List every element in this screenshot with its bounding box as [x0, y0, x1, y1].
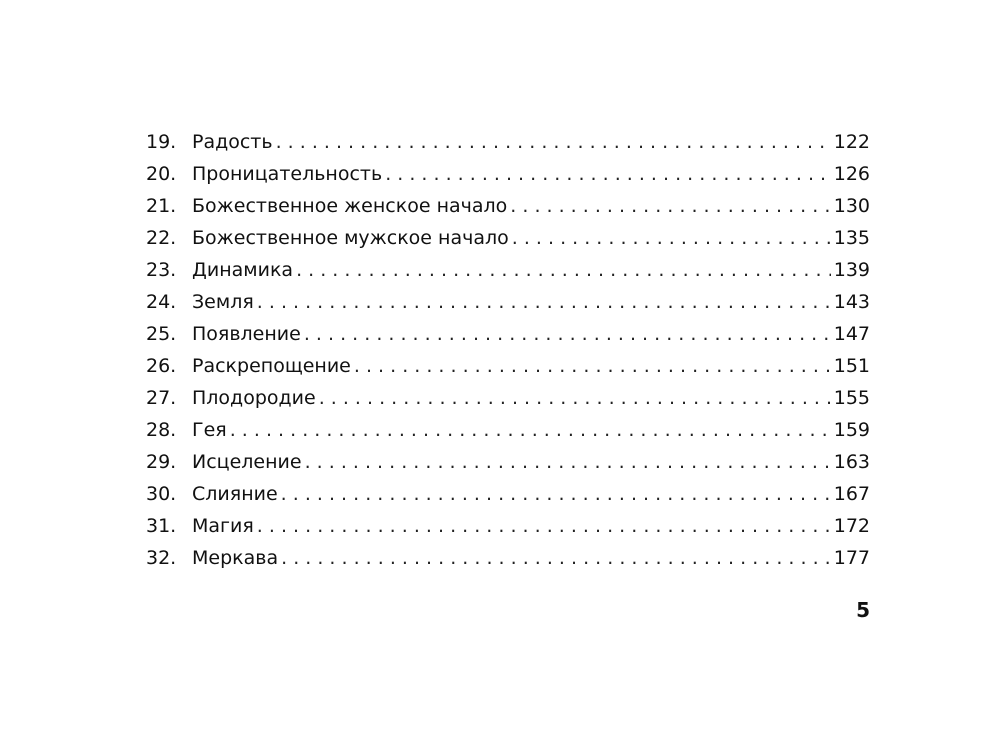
dot-leader	[510, 190, 830, 222]
toc-entry-number: 32.	[146, 547, 177, 569]
toc-entry-title: Меркава	[192, 547, 279, 569]
dot-leader	[305, 446, 831, 478]
dot-leader	[276, 126, 831, 158]
dot-leader	[354, 350, 831, 382]
table-of-contents	[146, 126, 870, 574]
dot-leader	[385, 158, 831, 190]
toc-entry-page: 126	[833, 163, 870, 185]
toc-entry	[146, 382, 870, 414]
toc-entry	[146, 318, 870, 350]
toc-entry-title: Слияние	[192, 483, 278, 505]
toc-entry-number: 28.	[146, 419, 177, 441]
dot-leader	[257, 510, 831, 542]
toc-entry-number: 23.	[146, 259, 177, 281]
toc-entry-number: 29.	[146, 451, 177, 473]
toc-entry-page: 155	[833, 387, 870, 409]
dot-leader	[281, 478, 831, 510]
dot-leader	[281, 542, 831, 574]
toc-entry-number: 19.	[146, 131, 177, 153]
toc-entry-number: 24.	[146, 291, 177, 313]
toc-entry	[146, 510, 870, 542]
toc-entry-title: Проницательность	[192, 163, 383, 185]
dot-leader	[257, 286, 831, 318]
toc-entry	[146, 254, 870, 286]
toc-entry	[146, 222, 870, 254]
toc-entry	[146, 478, 870, 510]
toc-entry-title: Исцеление	[192, 451, 302, 473]
toc-entry-page: 151	[833, 355, 870, 377]
toc-entry	[146, 126, 870, 158]
toc-entry-page: 143	[833, 291, 870, 313]
toc-entry-number: 27.	[146, 387, 177, 409]
toc-entry-page: 139	[833, 259, 870, 281]
dot-leader	[296, 254, 831, 286]
toc-entry	[146, 446, 870, 478]
toc-entry-title: Гея	[192, 419, 227, 441]
toc-entry-page: 135	[833, 227, 870, 249]
toc-entry-number: 21.	[146, 195, 177, 217]
toc-entry	[146, 542, 870, 574]
dot-leader	[230, 414, 831, 446]
toc-entry-title: Плодородие	[192, 387, 316, 409]
toc-entry-page: 163	[833, 451, 870, 473]
toc-entry-page: 177	[833, 547, 870, 569]
toc-entry-number: 25.	[146, 323, 177, 345]
toc-entry-page: 147	[833, 323, 870, 345]
dot-leader	[512, 222, 831, 254]
toc-entry	[146, 158, 870, 190]
toc-entry-title: Божественное мужское начало	[192, 227, 509, 249]
toc-entry-title: Радость	[192, 131, 273, 153]
toc-entry-page: 122	[833, 131, 870, 153]
dot-leader	[319, 382, 831, 414]
toc-entry	[146, 286, 870, 318]
toc-entry-title: Магия	[192, 515, 254, 537]
toc-entry-page: 172	[833, 515, 870, 537]
toc-entry	[146, 414, 870, 446]
toc-entry-number: 22.	[146, 227, 177, 249]
toc-entry-number: 20.	[146, 163, 177, 185]
toc-entry-page: 130	[833, 195, 870, 217]
toc-entry-page: 167	[833, 483, 870, 505]
toc-entry	[146, 350, 870, 382]
page-number: 5	[856, 598, 870, 622]
toc-entry-title: Появление	[192, 323, 301, 345]
toc-entry-page: 159	[833, 419, 870, 441]
toc-entry-title: Божественное женское начало	[192, 195, 508, 217]
toc-entry	[146, 190, 870, 222]
toc-entry-number: 31.	[146, 515, 177, 537]
dot-leader	[304, 318, 831, 350]
toc-entry-title: Земля	[192, 291, 254, 313]
toc-entry-number: 30.	[146, 483, 177, 505]
toc-entry-number: 26.	[146, 355, 177, 377]
toc-entry-title: Динамика	[192, 259, 294, 281]
toc-entry-title: Раскрепощение	[192, 355, 351, 377]
